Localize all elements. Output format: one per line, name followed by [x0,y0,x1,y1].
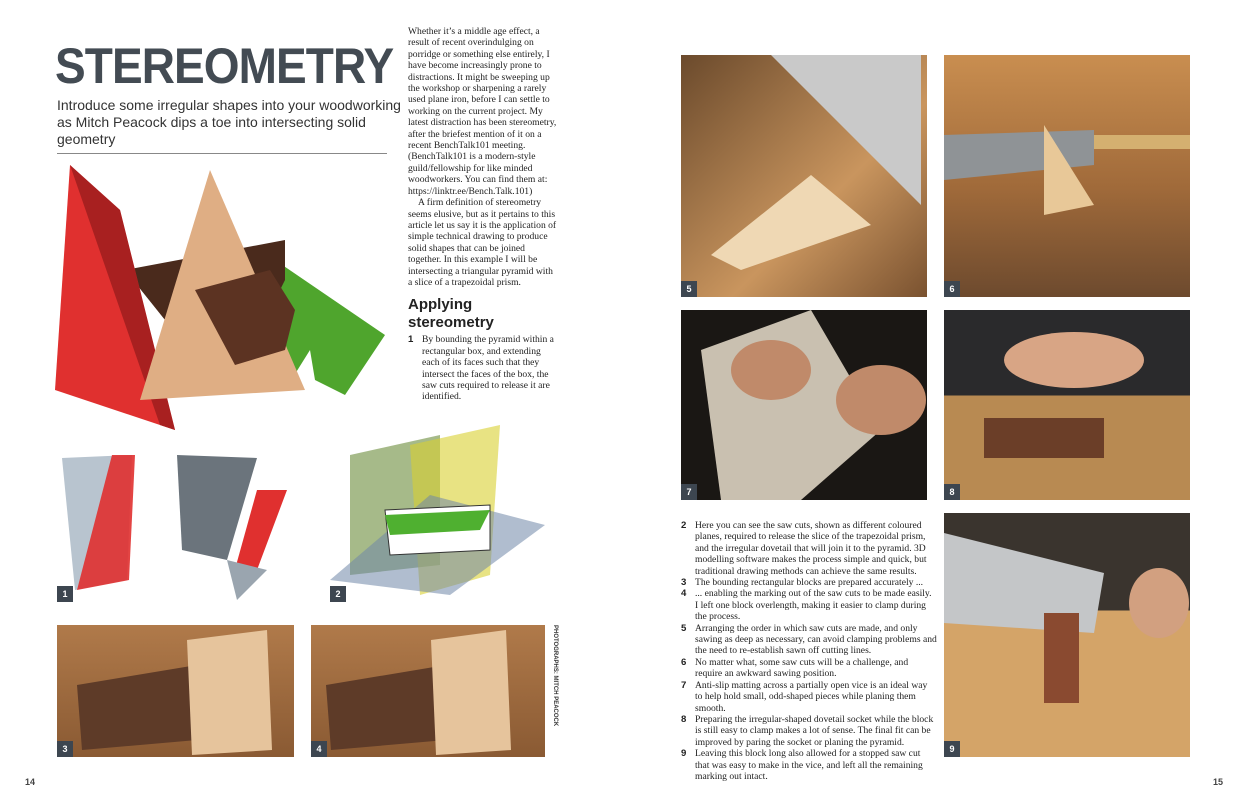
caption: 1 By bounding the pyramid within a rectangular box, and extending each of its faces such that they intersect the faces of the box, the saw cuts required to release it are identified. [408,334,554,403]
photo-credit: PHOTOGRAPHS: MITCH PEACOCK [552,625,558,727]
section-heading: Applying stereometry [408,296,494,332]
intro-column [408,26,558,403]
figure-number: 6 [944,281,960,297]
caption: 7 Anti-slip matting across a partially open vice is an ideal way to help hold small, odd-shaped pieces while planing them smooth. [681,679,928,714]
figure-number: 9 [944,741,960,757]
figure-number: 3 [57,741,73,757]
figure-2 [330,425,550,602]
caption: 3 The bounding rectangular blocks are prepared accurately ... [681,577,924,589]
captions-column [681,520,937,782]
figure-9-photo [944,513,1190,757]
caption: 9 Leaving this block long also allowed for a stopped saw cut that was easy to make in the vice, and left all the remaining marking out intact. [681,748,923,782]
figure-number: 7 [681,484,697,500]
figure-number: 4 [311,741,327,757]
figure-number: 2 [330,586,346,602]
figure-number: 5 [681,281,697,297]
page-number-left: 14 [25,777,36,787]
caption: 2 Here you can see the saw cuts, shown as different coloured planes, required to release the slice of the trapezoidal prism, and the irregular dovetail that will join it to the pyramid. 3D modelling software makes the process simple and quick, but traditional drawing methods can achieve the same results. [681,520,927,577]
page-number-right: 15 [1213,777,1224,787]
caption: 5 Arranging the order in which saw cuts are made, and only sawing as deep as necessary, can avoid clamping problems and the need to re-establish sawn off cutting lines. [681,622,937,657]
figure-4-photo [311,625,545,757]
intro-paragraph: Whether it’s a middle age effect, a result of recent overindulging on porridge or something else entirely, I have become increasingly prone to distractions. It might be sweeping up the workshop or sharpening a rarely used plane iron, before I can settle to working on the current project. My latest distraction has been stereometry, after the briefest mention of it on a recent BenchTalk101 meeting. (BenchTalk101 is a modern-style guild/fellowship for like minded woodworkers. You can find them at: https://linktr.ee/Bench.Talk.101) [408,26,557,197]
figure-5-photo [681,55,927,297]
figure-8-photo [944,310,1190,500]
intro-paragraph: A firm definition of stereometry seems elusive, but as it pertains to this article let us say it is the application of simple technical drawing to produce solid shapes that can be joined together. In this example I will be intersecting a triangular pyramid with a slice of a trapezoidal prism. [408,197,557,288]
figure-7-photo [681,310,927,500]
figure-1 [57,450,302,602]
divider [57,153,387,154]
main-illustration [45,160,395,435]
caption: 6 No matter what, some saw cuts will be a challenge, and require an awkward sawing position. [681,656,909,680]
figure-number: 1 [57,586,73,602]
caption: 8 Preparing the irregular-shaped dovetail socket while the block is still easy to clamp makes a lot of sense. The final fit can be improved by paring the socket or planing the pyramid. [681,713,934,748]
figure-6-photo [944,55,1190,297]
figure-number: 8 [944,484,960,500]
page-title: STEREOMETRY [55,38,394,94]
figure-3-photo [57,625,294,757]
subtitle: Introduce some irregular shapes into your woodworking as Mitch Peacock dips a toe into intersecting solid geometry [57,97,401,147]
caption: 4 ... enabling the marking out of the saw cuts to be made easily. I left one block overlength, making it easier to clamp during the process. [681,588,932,623]
